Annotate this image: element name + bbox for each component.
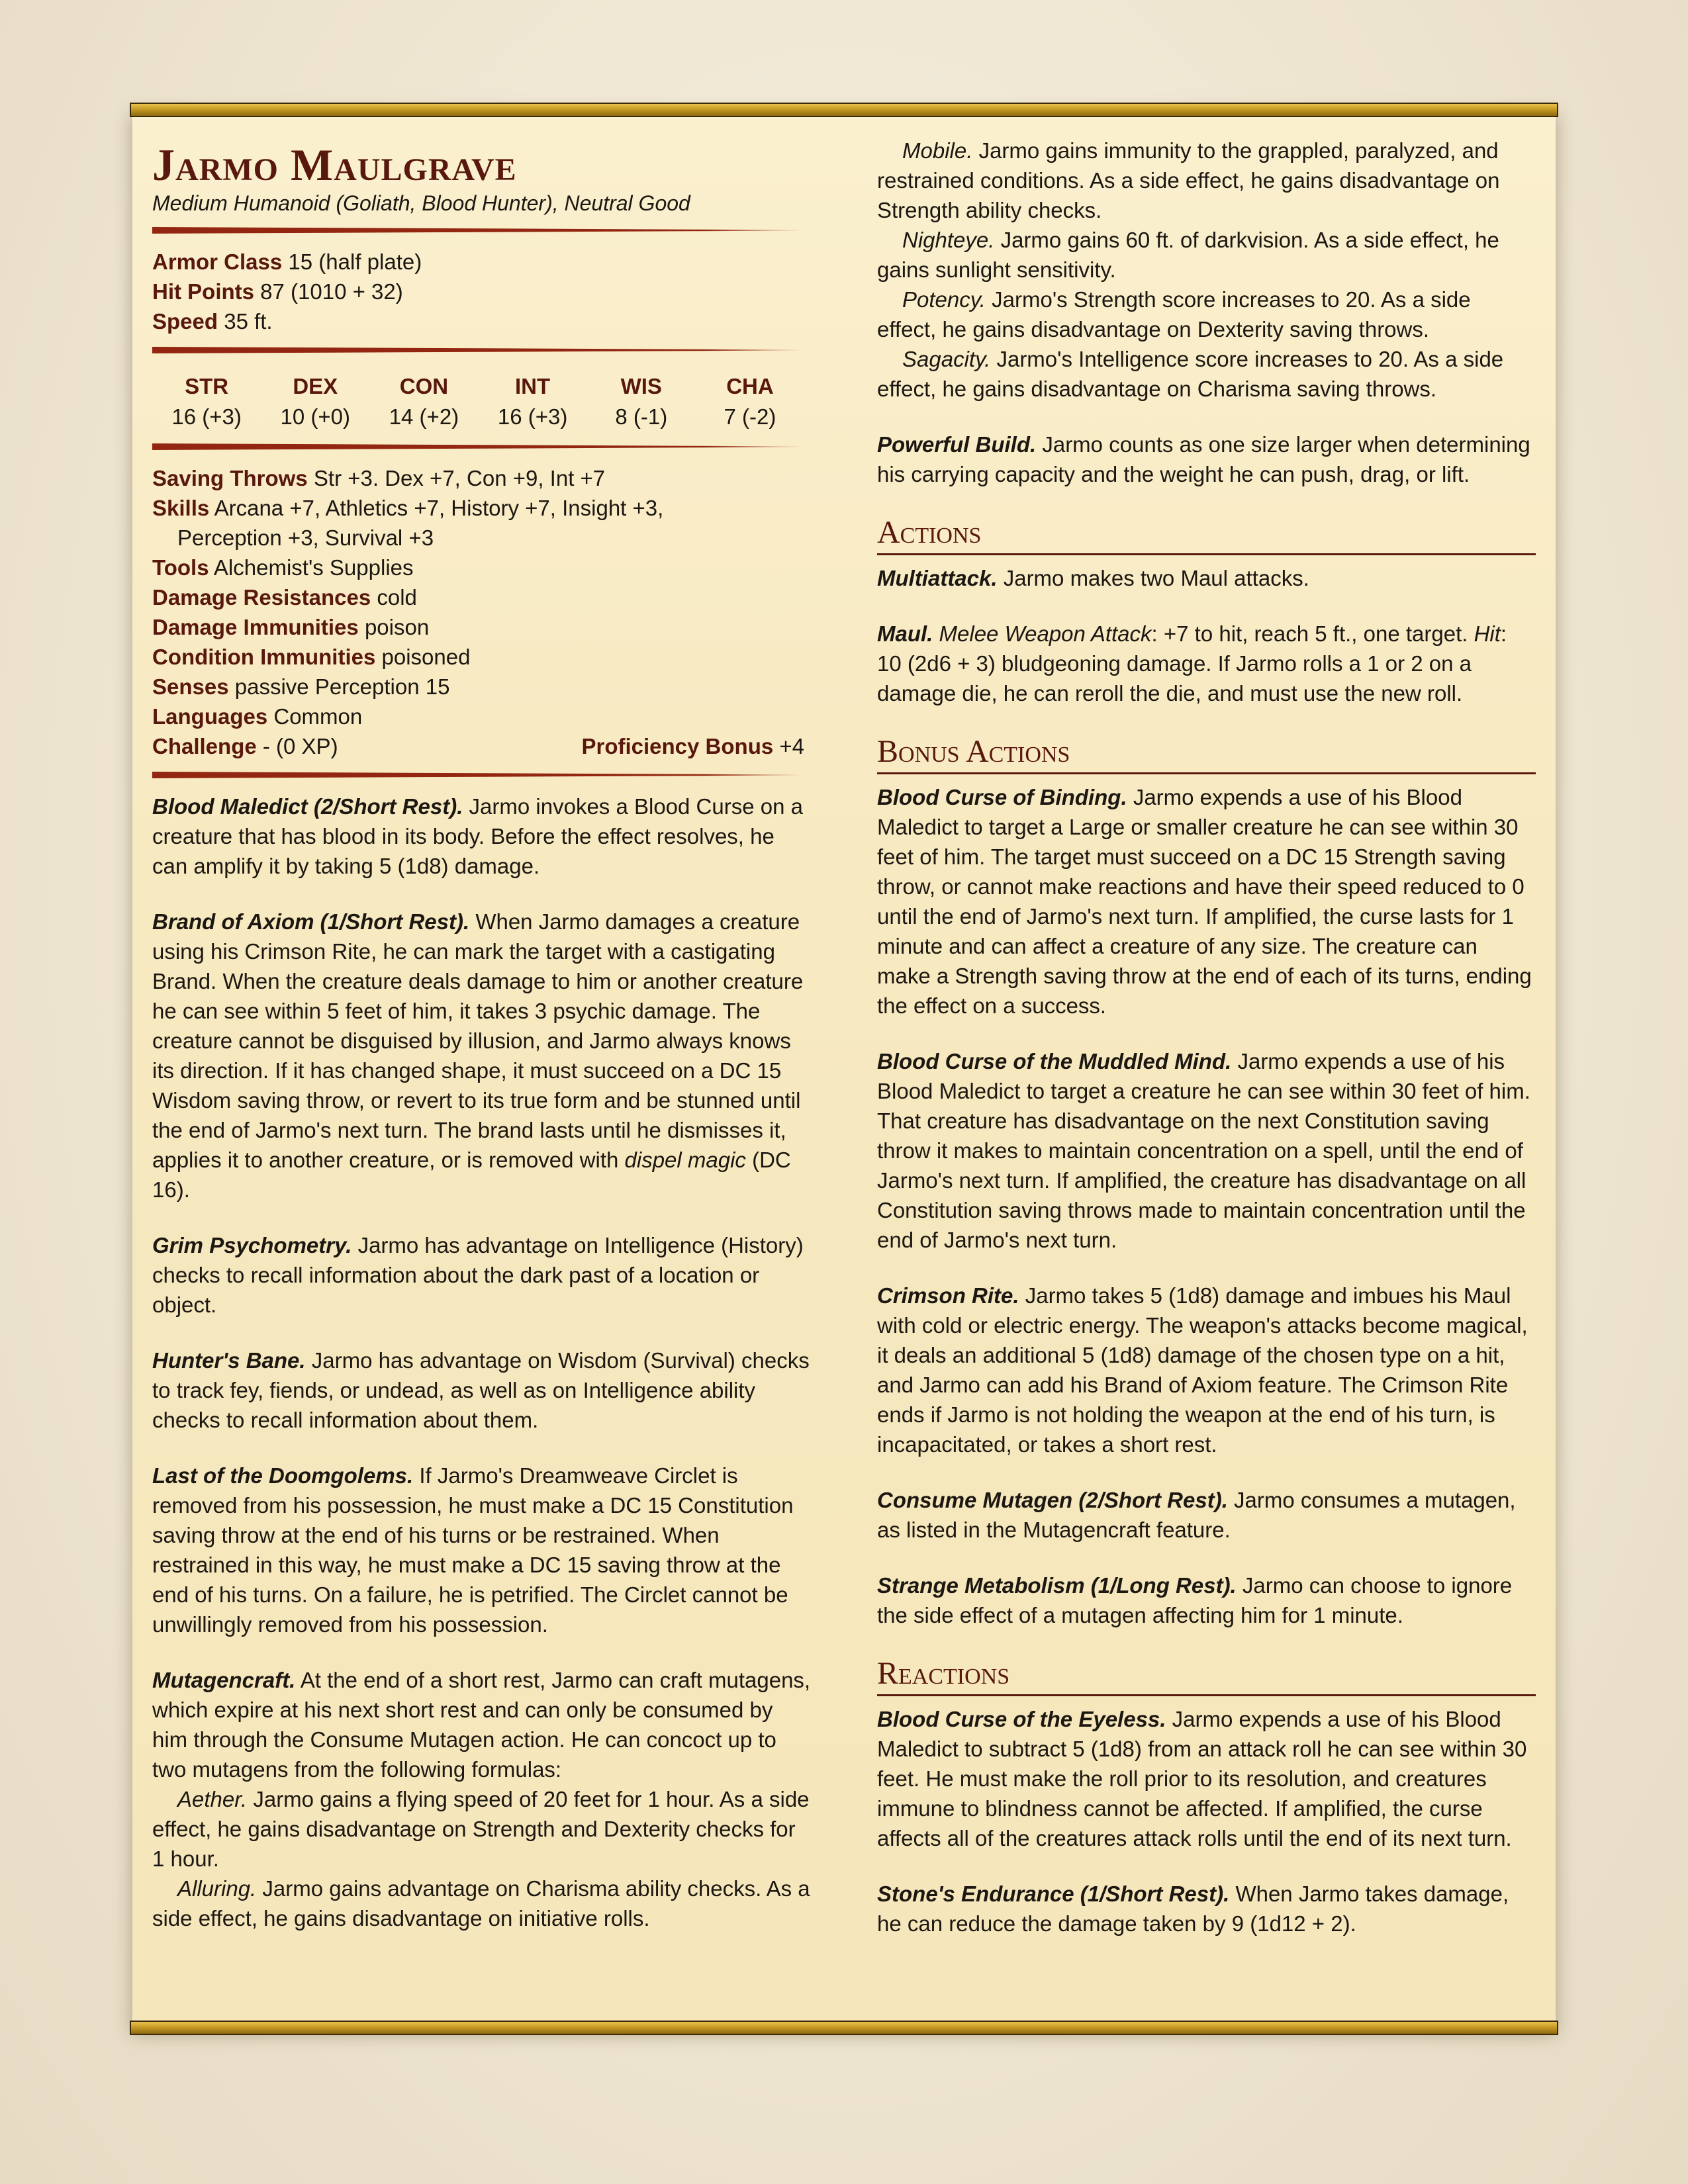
trait-blood-maledict: Blood Maledict (2/Short Rest). Jarmo invokes a Blood Curse on a creature that has blood in its body. Before the effect resolves, he can amplify it by taking 5 (1d8) damage. bbox=[152, 794, 803, 878]
mutagen-mobile: Mobile. Jarmo gains immunity to the grappled, paralyzed, and restrained conditions. As a side effect, he gains disadvantage on Strength ability checks. bbox=[877, 138, 1500, 222]
mutagen-aether: Aether. Jarmo gains a flying speed of 20 feet for 1 hour. As a side effect, he gains disadvantage on Strength and Dexterity checks for 1 hour. bbox=[152, 1787, 810, 1871]
mutagen-sagacity: Sagacity. Jarmo's Intelligence score increases to 20. As a side effect, he gains disadvantage on Charisma saving throws. bbox=[877, 347, 1504, 401]
hit-points: Hit Points 87 (1010 + 32) bbox=[152, 279, 403, 304]
speed: Speed 35 ft. bbox=[152, 309, 273, 334]
bonus-strange-metabolism: Strange Metabolism (1/Long Rest). Jarmo can choose to ignore the side effect of a mutagen affecting him for 1 minute. bbox=[877, 1573, 1513, 1627]
ability-int: INT 16 (+3) bbox=[497, 374, 568, 429]
creature-name: Jarmo Maulgrave bbox=[152, 140, 517, 190]
proficiency-bonus: Proficiency Bonus +4 bbox=[581, 734, 804, 758]
action-maul: Maul. Melee Weapon Attack: +7 to hit, reach 5 ft., one target. Hit: 10 (2d6 + 3) bludgeoning damage. If Jarmo rolls a 1 or 2 on a damage die, he can reroll the die, and must use the new roll. bbox=[877, 621, 1507, 705]
stat-block-page bbox=[132, 109, 1556, 2028]
ability-dex: DEX 10 (+0) bbox=[280, 374, 350, 429]
left-column bbox=[152, 136, 811, 1933]
divider bbox=[152, 347, 804, 353]
reactions-heading: Reactions bbox=[877, 1656, 1536, 1696]
challenge-row bbox=[152, 731, 804, 761]
bonus-blood-curse-muddled-mind: Blood Curse of the Muddled Mind. Jarmo expends a use of his Blood Maledict to target a creature he can see within 30 feet of him. That creature has disadvantage on the next Constitution saving throw it makes to maintain concentration on a spell, until the end of Jarmo's next turn. If amplified, the creature has disadvantage on all Constitution saving throws made to maintain concentration until the end of Jarmo's next turn. bbox=[877, 1049, 1530, 1252]
tools: Tools Alchemist's Supplies bbox=[152, 555, 414, 580]
languages: Languages Common bbox=[152, 704, 363, 729]
mutagen-nighteye: Nighteye. Jarmo gains 60 ft. of darkvision. As a side effect, he gains sunlight sensitivity. bbox=[877, 228, 1499, 282]
creature-subtitle: Medium Humanoid (Goliath, Blood Hunter), Neutral Good bbox=[152, 191, 690, 215]
ability-str: STR 16 (+3) bbox=[171, 374, 242, 429]
divider bbox=[152, 772, 804, 778]
damage-resistances: Damage Resistances cold bbox=[152, 585, 417, 610]
damage-immunities: Damage Immunities poison bbox=[152, 615, 430, 639]
ability-cha: CHA 7 (-2) bbox=[724, 374, 776, 429]
trait-last-of-doomgolems: Last of the Doomgolems. If Jarmo's Dreamweave Circlet is removed from his possession, he must make a DC 15 Constitution saving throw at the end of his turns or be restrained. When restrained in this way, he must make a DC 15 saving throw at the end of his turns. On a failure, he is petrified. The Circlet cannot be unwillingly removed from his possession. bbox=[152, 1463, 794, 1637]
saving-throws: Saving Throws Str +3. Dex +7, Con +9, Int +7 bbox=[152, 466, 606, 490]
bonus-consume-mutagen: Consume Mutagen (2/Short Rest). Jarmo consumes a mutagen, as listed in the Mutagencraft feature. bbox=[877, 1488, 1516, 1542]
skills-continued: Perception +3, Survival +3 bbox=[177, 525, 434, 550]
trait-powerful-build: Powerful Build. Jarmo counts as one size larger when determining his carrying capacity and the weight he can push, drag, or lift. bbox=[877, 432, 1530, 486]
trait-brand-of-axiom: Brand of Axiom (1/Short Rest). When Jarmo damages a creature using his Crimson Rite, he can mark the target with a castigating Brand. When the creature deals damage to him or another creature he can see within 5 feet of him, it takes 3 psychic damage. The creature cannot be disguised by illusion, and Jarmo always knows its direction. If it has changed shape, it must succeed on a DC 15 Wisdom saving throw, or revert to its true form and be stunned until the end of Jarmo's next turn. The brand lasts until he dismisses it, applies it to another creature, or is removed with dispel magic (DC 16). bbox=[152, 909, 804, 1202]
right-column bbox=[877, 136, 1536, 1938]
bonus-actions-heading: Bonus Actions bbox=[877, 734, 1536, 774]
actions-heading: Actions bbox=[877, 515, 1536, 555]
reaction-stones-endurance: Stone's Endurance (1/Short Rest). When Jarmo takes damage, he can reduce the damage taken by 9 (1d12 + 2). bbox=[877, 1882, 1509, 1936]
trait-hunters-bane: Hunter's Bane. Jarmo has advantage on Wisdom (Survival) checks to track fey, fiends, or undead, as well as on Intelligence ability checks to recall information about them. bbox=[152, 1348, 810, 1432]
bonus-blood-curse-binding: Blood Curse of Binding. Jarmo expends a use of his Blood Maledict to target a Large or smaller creature he can see within 30 feet of him. The target must succeed on a DC 15 Strength saving throw, or cannot make reactions and have their speed reduced to 0 until the end of Jarmo's next turn. If amplified, the curse lasts for 1 minute and can affect a creature of any size. The creature can make a Strength saving throw at the end of each of its turns, ending the effect on a success. bbox=[877, 785, 1532, 1018]
divider bbox=[152, 443, 804, 450]
challenge: Challenge - (0 XP) bbox=[152, 734, 338, 758]
condition-immunities: Condition Immunities poisoned bbox=[152, 645, 471, 669]
ability-wis: WIS 8 (-1) bbox=[615, 374, 668, 429]
skills: Skills Arcana +7, Athletics +7, History +7, Insight +3, bbox=[152, 496, 664, 520]
trait-grim-psychometry: Grim Psychometry. Jarmo has advantage on Intelligence (History) checks to recall information about the dark past of a location or object. bbox=[152, 1233, 804, 1317]
trait-mutagencraft: Mutagencraft. At the end of a short rest, Jarmo can craft mutagens, which expire at his next short rest and can only be consumed by him through the Consume Mutagen action. He can concoct up to two mutagens from the following formulas: bbox=[152, 1668, 811, 1782]
bonus-crimson-rite: Crimson Rite. Jarmo takes 5 (1d8) damage and imbues his Maul with cold or electric energy. The weapon's attacks become magical, it deals an additional 5 (1d8) damage of the chosen type on a hit, and Jarmo can add his Brand of Axiom feature. The Crimson Rite ends if Jarmo is not holding the weapon at the end of his turn, is incapacitated, or takes a short rest. bbox=[877, 1283, 1528, 1457]
divider bbox=[152, 227, 804, 234]
bottom-border-bar bbox=[130, 2021, 1558, 2035]
reaction-blood-curse-eyeless: Blood Curse of the Eyeless. Jarmo expends a use of his Blood Maledict to subtract 5 (1d8) from an attack roll he can see within 30 feet. He must make the roll prior to its resolution, and creatures immune to blindness cannot be affected. If amplified, the curse affects all of the creatures attack rolls until the end of its next turn. bbox=[877, 1707, 1527, 1850]
ability-scores bbox=[152, 367, 804, 433]
senses: Senses passive Perception 15 bbox=[152, 674, 450, 699]
mutagen-potency: Potency. Jarmo's Strength score increases to 20. As a side effect, he gains disadvantage on Dexterity saving throws. bbox=[877, 287, 1471, 341]
ability-con: CON 14 (+2) bbox=[389, 374, 459, 429]
mutagen-alluring: Alluring. Jarmo gains advantage on Charisma ability checks. As a side effect, he gains disadvantage on initiative rolls. bbox=[152, 1876, 810, 1931]
action-multiattack: Multiattack. Jarmo makes two Maul attacks. bbox=[877, 566, 1309, 590]
armor-class: Armor Class 15 (half plate) bbox=[152, 250, 422, 274]
top-border-bar bbox=[130, 103, 1558, 117]
